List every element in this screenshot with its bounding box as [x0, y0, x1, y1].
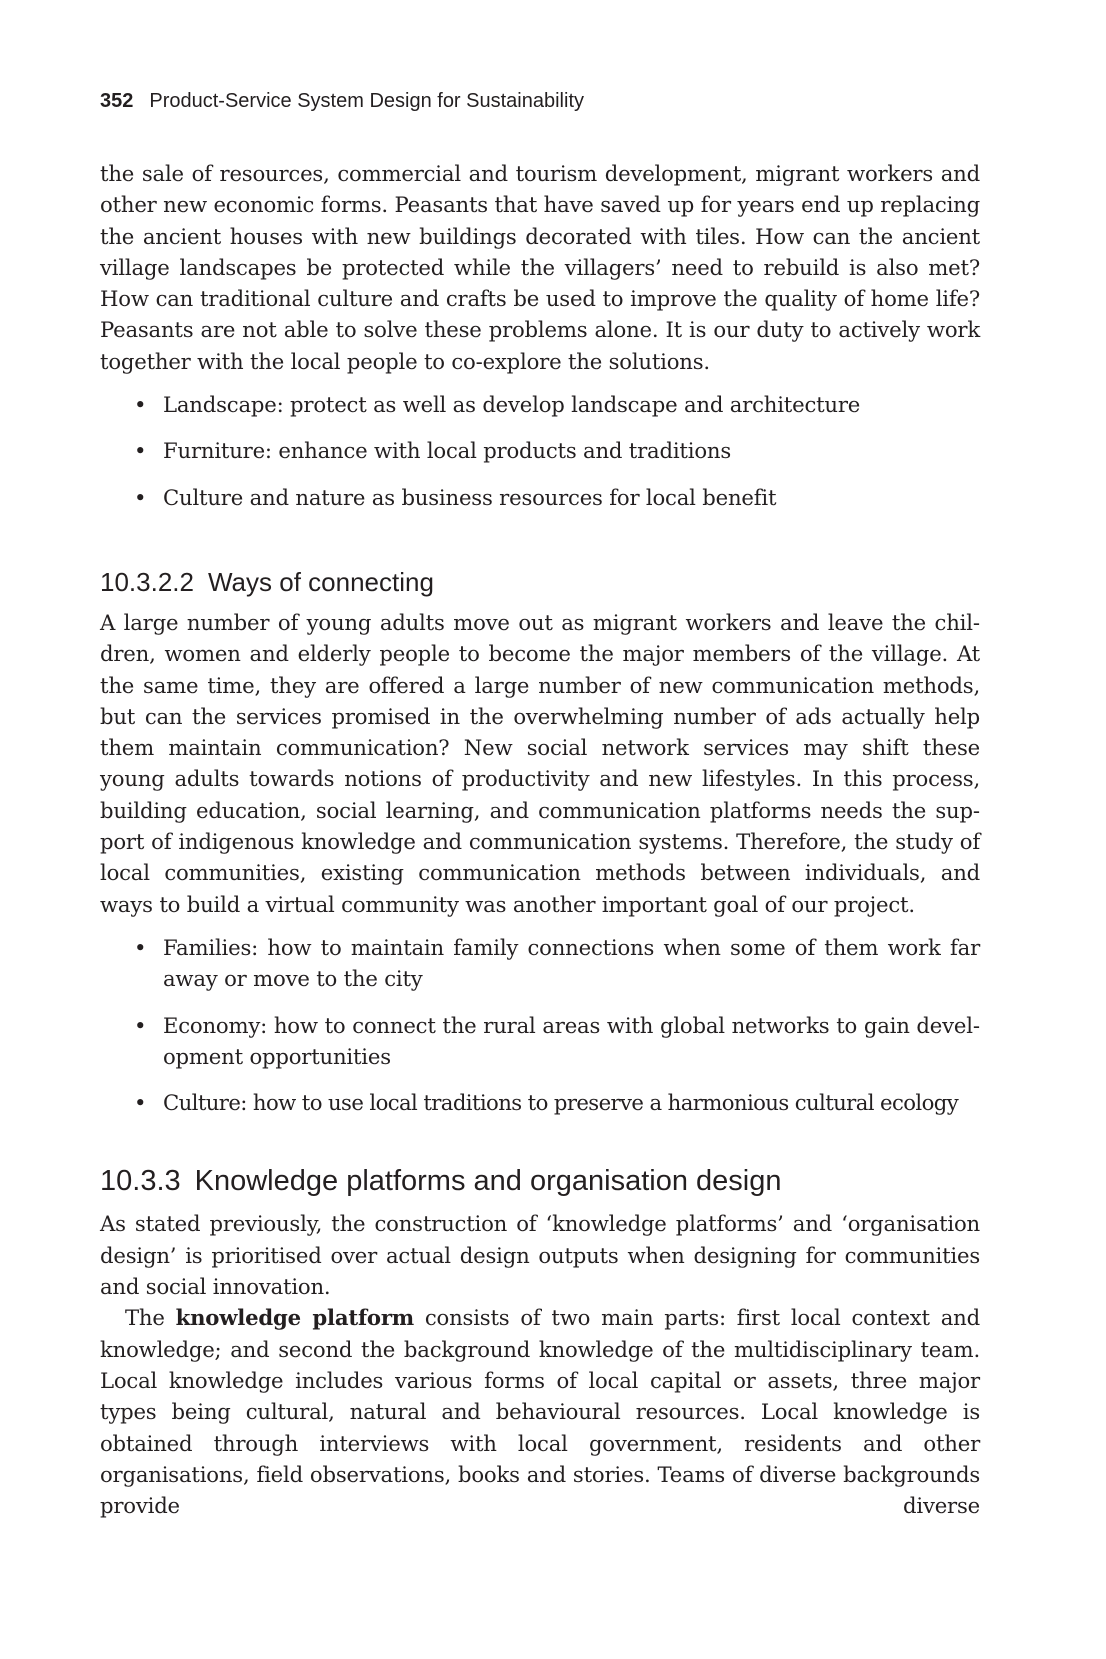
list-item-text: Culture and nature as business resources for local benefit — [163, 484, 777, 510]
list-item-text: Landscape: protect as well as develop landscape and architecture — [163, 392, 861, 418]
bullet-icon: • — [134, 438, 147, 464]
list-item — [100, 932, 980, 995]
subsection-title: Ways of connecting — [207, 566, 434, 597]
paragraph-rest: consists of two main parts: first local context and knowledge; and second the background knowledge of the multidisciplinary team. Local knowledge includes various forms of local capital or assets, three major types being cultural, natural and behavioural resources. Local knowledge is obtained through interviews with local government, residents and other organisations, field observations, books and stories. Teams of diverse backgrounds provide diverse — [100, 1305, 980, 1519]
knowledge-platforms-paragraph-2 — [100, 1302, 980, 1521]
list-item — [100, 1010, 980, 1073]
bullet-icon: • — [134, 934, 147, 960]
intro-bullet-list — [100, 389, 980, 513]
list-item — [100, 435, 980, 466]
ways-of-connecting-bullet-list — [100, 932, 980, 1118]
book-title: Product-Service System Design for Sustainability — [149, 90, 584, 112]
knowledge-platforms-paragraph-1: As stated previously, the construction of ‘knowledge platforms’ and ‘organisation design’ is prioritised over actual design outputs when designing for communities and social innovation. — [100, 1211, 980, 1300]
ways-of-connecting-paragraph: A large number of young adults move out as migrant workers and leave the children, women and elderly people to become the major members of the village. At the same time, they are offered a large number of new communication methods, but can the services promised in the overwhelming number of ads actually help them maintain communication? New social network services may shift these young adults towards notions of productivity and new lifestyles. In this process, building education, social learning, and communication platforms needs the support of indigenous knowledge and communication systems. Therefore, the study of local communities, existing communication methods between individuals, and ways to build a virtual community was another important goal of our project. — [100, 609, 980, 917]
running-head — [100, 88, 584, 114]
list-item-text: Culture: how to use local traditions to preserve a harmonious cultural ecology — [163, 1090, 959, 1116]
page-number: 352 — [100, 90, 134, 112]
list-item — [100, 389, 980, 420]
bold-term-knowledge-platform: knowledge platform — [175, 1305, 415, 1331]
subsection-heading-ways-of-connecting — [100, 565, 980, 599]
paragraph-lead: The — [125, 1305, 176, 1331]
list-item-text: Families: how to maintain family connections when some of them work far away or move to the city — [163, 934, 980, 992]
bullet-icon: • — [134, 484, 147, 510]
body-text — [100, 158, 980, 1521]
list-item-text: Furniture: enhance with local products and traditions — [163, 438, 731, 464]
section-number: 10.3.3 — [100, 1165, 181, 1198]
bullet-icon: • — [134, 392, 147, 418]
bullet-icon: • — [134, 1012, 147, 1038]
list-item — [100, 482, 980, 513]
section-title: Knowledge platforms and organisation design — [194, 1165, 782, 1198]
bullet-icon: • — [134, 1090, 146, 1116]
subsection-number: 10.3.2.2 — [100, 566, 194, 597]
intro-paragraph: the sale of resources, commercial and tourism development, migrant workers and other new economic forms. Peasants that have saved up for years end up replacing the ancient houses with new buildings decorated with tiles. How can the ancient village landscapes be protected while the villagers’ need to rebuild is also met? How can traditional culture and crafts be used to improve the quality of home life? Peasants are not able to solve these problems alone. It is our duty to actively work together with the local people to co-explore the solutions. — [100, 161, 980, 374]
list-item — [100, 1087, 980, 1118]
section-heading-knowledge-platforms — [100, 1162, 980, 1200]
list-item-text: Economy: how to connect the rural areas with global networks to gain development opportunities — [163, 1012, 980, 1069]
